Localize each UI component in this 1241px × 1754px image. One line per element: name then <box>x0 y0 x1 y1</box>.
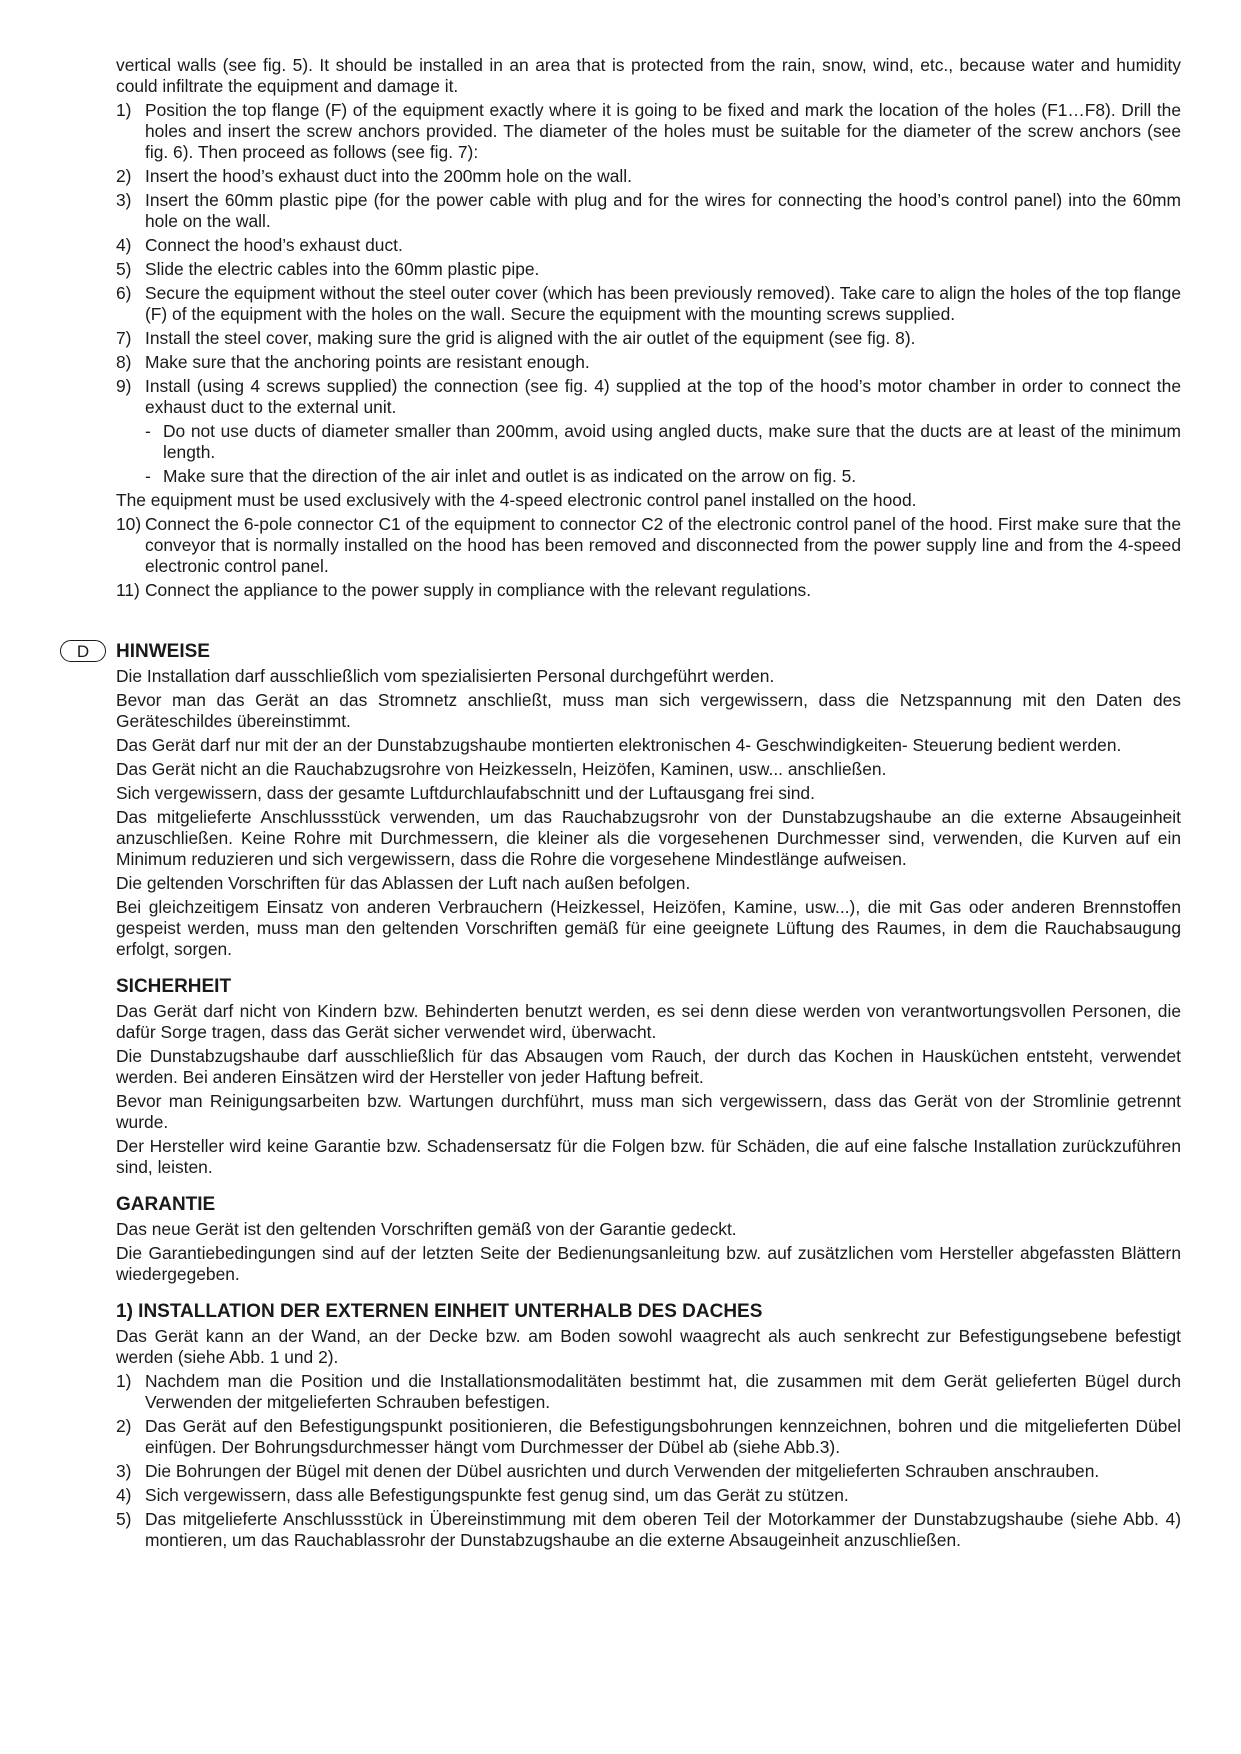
paragraph: Bei gleichzeitigem Einsatz von anderen Verbrauchern (Heizkessel, Heizöfen, Kamine, usw...), die mit Gas oder anderen Brennstoffen gespeist werden, muss man den geltenden Vorschriften gemäß für eine geeignete Lüftung des Raumes, in dem die Rauchabsaugung erfolgt, sorgen. <box>116 897 1181 959</box>
step-text: Connect the appliance to the power supply in compliance with the relevant regulations. <box>145 580 812 600</box>
section-spacer <box>116 1288 1181 1300</box>
english-step <box>116 166 1181 187</box>
step-text: Make sure that the anchoring points are resistant enough. <box>145 352 590 372</box>
paragraph: Bevor man Reinigungsarbeiten bzw. Wartungen durchführt, muss man sich vergewissern, dass das Gerät von der Stromlinie getrennt wurde. <box>116 1091 1181 1132</box>
step-text: Connect the hood’s exhaust duct. <box>145 235 403 255</box>
english-note: The equipment must be used exclusively with the 4-speed electronic control panel installed on the hood. <box>116 490 917 510</box>
sicherheit-heading: SICHERHEIT <box>116 976 232 997</box>
step-text: Insert the hood’s exhaust duct into the 200mm hole on the wall. <box>145 166 632 186</box>
step-number: 2) <box>116 1416 132 1436</box>
german-step <box>116 1416 1181 1458</box>
english-step <box>116 514 1181 577</box>
step-text: Slide the electric cables into the 60mm plastic pipe. <box>145 259 540 279</box>
step-text: Connect the 6-pole connector C1 of the equipment to connector C2 of the electronic control panel of the hood. First make sure that the conveyor that is normally installed on the hood has been removed and disconnected from the power supply line and from the 4-speed electronic control panel. <box>145 514 1181 576</box>
english-step <box>116 283 1181 325</box>
english-step <box>116 328 1181 349</box>
paragraph: Das Gerät darf nicht von Kindern bzw. Behinderten benutzt werden, es sei denn diese werden von verantwortungsvollen Personen, die dafür Sorge tragen, dass das Gerät sicher verwendet wird, überwacht. <box>116 1001 1181 1042</box>
step-text: Install (using 4 screws supplied) the connection (see fig. 4) supplied at the top of the hood’s motor chamber in order to connect the exhaust duct to the external unit. <box>145 376 1181 417</box>
installation-intro: Das Gerät kann an der Wand, an der Decke bzw. am Boden sowohl waagrecht als auch senkrecht zur Befestigungsebene befestigt werden (siehe Abb. 1 und 2). <box>116 1326 1181 1367</box>
step-text: Install the steel cover, making sure the grid is aligned with the air outlet of the equipment (see fig. 8). <box>145 328 916 348</box>
german-step <box>116 1461 1181 1482</box>
paragraph: Das neue Gerät ist den geltenden Vorschriften gemäß von der Garantie gedeckt. <box>116 1219 737 1239</box>
paragraph: Das Gerät nicht an die Rauchabzugsrohre von Heizkesseln, Heizöfen, Kaminen, usw... anschließen. <box>116 759 887 779</box>
paragraph: Der Hersteller wird keine Garantie bzw. Schadensersatz für die Folgen bzw. für Schäden, die auf eine falsche Installation zurückzuführen sind, leisten. <box>116 1136 1181 1177</box>
english-dash-item <box>116 421 1181 463</box>
dash-text: Make sure that the direction of the air inlet and outlet is as indicated on the arrow on fig. 5. <box>163 466 857 486</box>
step-text: Secure the equipment without the steel outer cover (which has been previously removed). Take care to align the holes of the top flange (F) of the equipment with the holes on the wall. Secure the equipment with the mounting screws supplied. <box>145 283 1181 324</box>
step-text: Sich vergewissern, dass alle Befestigungspunkte fest genug sind, um das Gerät zu stützen. <box>145 1485 849 1505</box>
german-garantie-section <box>116 1193 1181 1285</box>
step-number: 1) <box>116 1371 132 1391</box>
step-number: 4) <box>116 235 132 255</box>
section-spacer <box>116 1181 1181 1193</box>
step-number: 6) <box>116 283 132 303</box>
step-number: 10) <box>116 514 142 534</box>
english-step <box>116 100 1181 163</box>
step-number: 5) <box>116 259 132 279</box>
dash-text: Do not use ducts of diameter smaller than 200mm, avoid using angled ducts, make sure that the ducts are at least of the minimum length. <box>163 421 1181 462</box>
installation-heading: 1) INSTALLATION DER EXTERNEN EINHEIT UNTERHALB DES DACHES <box>116 1301 763 1322</box>
german-step <box>116 1485 1181 1506</box>
dash-marker: - <box>145 421 151 441</box>
step-number: 9) <box>116 376 132 396</box>
english-intro: vertical walls (see fig. 5). It should be installed in an area that is protected from the rain, snow, wind, etc., because water and humidity could infiltrate the equipment and damage it. <box>116 55 1181 96</box>
section-spacer <box>116 604 1181 640</box>
german-step <box>116 1509 1181 1551</box>
english-dash-item <box>116 466 1181 487</box>
english-step <box>116 580 1181 601</box>
german-installation-section <box>116 1300 1181 1551</box>
manual-page <box>76 55 1181 1554</box>
garantie-heading: GARANTIE <box>116 1194 216 1215</box>
step-text: Position the top flange (F) of the equipment exactly where it is going to be fixed and mark the location of the holes (F1…F8). Drill the holes and insert the screw anchors provided. The diameter of the holes must be suitable for the diameter of the screw anchors (see fig. 6). Then proceed as follows (see fig. 7): <box>145 100 1181 162</box>
language-badge: D <box>60 640 106 662</box>
english-step <box>116 190 1181 232</box>
step-number: 8) <box>116 352 132 372</box>
english-step <box>116 352 1181 373</box>
german-step <box>116 1371 1181 1413</box>
step-text: Das Gerät auf den Befestigungspunkt positionieren, die Befestigungsbohrungen kennzeichnen, bohren und die mitgelieferten Dübel einfügen. Der Bohrungsdurchmesser hängt vom Durchmesser der Dübel ab (siehe Abb.3). <box>145 1416 1181 1457</box>
step-number: 3) <box>116 190 132 210</box>
paragraph: Bevor man das Gerät an das Stromnetz anschließt, muss man sich vergewissern, dass die Netzspannung mit den Daten des Geräteschildes übereinstimmt. <box>116 690 1181 731</box>
english-step <box>116 259 1181 280</box>
dash-marker: - <box>145 466 151 486</box>
step-number: 2) <box>116 166 132 186</box>
step-text: Die Bohrungen der Bügel mit denen der Dübel ausrichten und durch Verwenden der mitgelieferten Schrauben anschrauben. <box>145 1461 1100 1481</box>
step-number: 3) <box>116 1461 132 1481</box>
english-step <box>116 376 1181 418</box>
german-hinweise-section <box>76 640 1181 960</box>
english-step <box>116 235 1181 256</box>
german-sicherheit-section <box>116 975 1181 1178</box>
paragraph: Die geltenden Vorschriften für das Ablassen der Luft nach außen befolgen. <box>116 873 691 893</box>
paragraph: Die Garantiebedingungen sind auf der letzten Seite der Bedienungsanleitung bzw. auf zusätzlichen vom Hersteller abgefassten Blättern wiedergegeben. <box>116 1243 1181 1284</box>
language-heading-row <box>76 640 1181 663</box>
step-number: 7) <box>116 328 132 348</box>
step-text: Nachdem man die Position und die Installationsmodalitäten bestimmt hat, die zusammen mit dem Gerät gelieferten Bügel durch Verwenden der mitgelieferten Schrauben befestigen. <box>145 1371 1181 1412</box>
section-spacer <box>116 963 1181 975</box>
paragraph: Die Installation darf ausschließlich vom spezialisierten Personal durchgeführt werden. <box>116 666 775 686</box>
step-text: Insert the 60mm plastic pipe (for the power cable with plug and for the wires for connecting the hood’s control panel) into the 60mm hole on the wall. <box>145 190 1181 231</box>
english-installation-section <box>116 55 1181 601</box>
paragraph: Sich vergewissern, dass der gesamte Luftdurchlaufabschnitt und der Luftausgang frei sind. <box>116 783 815 803</box>
hinweise-heading: HINWEISE <box>116 641 210 662</box>
paragraph: Das mitgelieferte Anschlussstück verwenden, um das Rauchabzugsrohr von der Dunstabzugshaube an die externe Absaugeinheit anzuschließen. Keine Rohre mit Durchmessern, die kleiner als die vorgesehenen Durchmesser sind, verwenden, die Kurven auf ein Minimum reduzieren und sich vergewissern, dass die Rohre die vorgesehene Mindestlänge aufweisen. <box>116 807 1181 869</box>
step-number: 4) <box>116 1485 132 1505</box>
paragraph: Die Dunstabzugshaube darf ausschließlich für das Absaugen vom Rauch, der durch das Kochen in Hausküchen entsteht, verwendet werden. Bei anderen Einsätzen wird der Hersteller von jeder Haftung befreit. <box>116 1046 1181 1087</box>
step-number: 1) <box>116 100 132 120</box>
step-text: Das mitgelieferte Anschlussstück in Übereinstimmung mit dem oberen Teil der Motorkammer der Dunstabzugshaube (siehe Abb. 4) montieren, um das Rauchablassrohr der Dunstabzugshaube an die externe Absaugeinheit anzuschließen. <box>145 1509 1181 1550</box>
step-number: 11) <box>116 580 140 600</box>
paragraph: Das Gerät darf nur mit der an der Dunstabzugshaube montierten elektronischen 4- Geschwindigkeiten- Steuerung bedient werden. <box>116 735 1122 755</box>
step-number: 5) <box>116 1509 132 1529</box>
